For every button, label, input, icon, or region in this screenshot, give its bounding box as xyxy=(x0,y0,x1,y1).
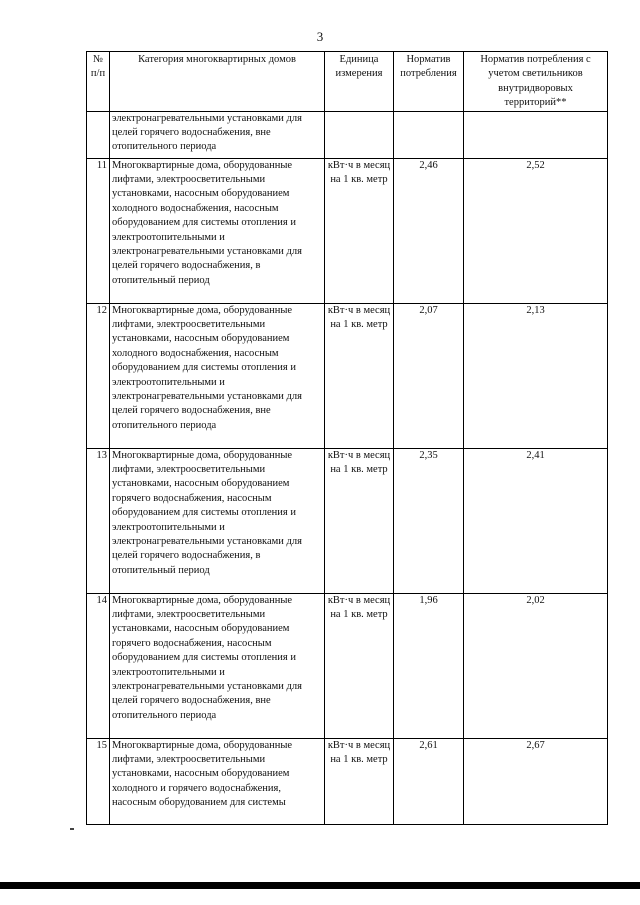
table-row xyxy=(87,448,608,593)
norms-table xyxy=(86,51,608,825)
row-category: Многоквартирные дома, оборудованные лифтами, электроосветительными установками, насосным оборудованием холодного водоснабжения, насосным оборудованием для системы отопления и электроотопительными и электронагревательными установками для целей горячего водоснабжения, в отопительный период xyxy=(110,158,325,303)
row-unit: кВт·ч в месяц на 1 кв. метр xyxy=(325,158,394,303)
row-norm-lights: 2,02 xyxy=(464,593,608,738)
scan-edge-bar xyxy=(0,882,640,889)
continuation-norm-lights xyxy=(464,111,608,158)
row-unit: кВт·ч в месяц на 1 кв. метр xyxy=(325,448,394,593)
row-norm-lights: 2,41 xyxy=(464,448,608,593)
continuation-category: электронагревательными установками для целей горячего водоснабжения, вне отопительного периода xyxy=(110,111,325,158)
row-norm: 2,07 xyxy=(394,303,464,448)
row-unit: кВт·ч в месяц на 1 кв. метр xyxy=(325,303,394,448)
continuation-num xyxy=(87,111,110,158)
row-norm: 2,35 xyxy=(394,448,464,593)
table-row xyxy=(87,738,608,824)
header-norm: Норматив потребления xyxy=(394,52,464,112)
row-num: 13 xyxy=(87,448,110,593)
header-unit: Единица измерения xyxy=(325,52,394,112)
header-category: Категория многоквартирных домов xyxy=(110,52,325,112)
row-category: Многоквартирные дома, оборудованные лифтами, электроосветительными установками, насосным оборудованием горячего водоснабжения, насосным оборудованием для системы отопления и электроотопительными и электронагревательными установками для целей горячего водоснабжения, вне отопительного периода xyxy=(110,593,325,738)
row-norm: 2,61 xyxy=(394,738,464,824)
row-norm: 1,96 xyxy=(394,593,464,738)
row-unit: кВт·ч в месяц на 1 кв. метр xyxy=(325,593,394,738)
row-num: 15 xyxy=(87,738,110,824)
table-row xyxy=(87,593,608,738)
table-row xyxy=(87,158,608,303)
row-norm-lights: 2,13 xyxy=(464,303,608,448)
header-num: № п/п xyxy=(87,52,110,112)
row-norm-lights: 2,52 xyxy=(464,158,608,303)
row-category: Многоквартирные дома, оборудованные лифтами, электроосветительными установками, насосным оборудованием холодного и горячего водоснабжения, насосным оборудованием для системы xyxy=(110,738,325,824)
continuation-norm xyxy=(394,111,464,158)
continuation-unit xyxy=(325,111,394,158)
row-num: 14 xyxy=(87,593,110,738)
row-norm: 2,46 xyxy=(394,158,464,303)
header-norm-lights: Норматив потребления с учетом светильников внутридворовых территорий** xyxy=(464,52,608,112)
row-unit: кВт·ч в месяц на 1 кв. метр xyxy=(325,738,394,824)
header-row xyxy=(87,52,608,112)
row-num: 11 xyxy=(87,158,110,303)
row-norm-lights: 2,67 xyxy=(464,738,608,824)
scan-artifact xyxy=(70,828,74,830)
continuation-row xyxy=(87,111,608,158)
row-category: Многоквартирные дома, оборудованные лифтами, электроосветительными установками, насосным оборудованием горячего водоснабжения, насосным оборудованием для системы отопления и электроотопительными и электронагревательными установками для целей горячего водоснабжения, в отопительный период xyxy=(110,448,325,593)
page-number: 3 xyxy=(316,29,324,44)
row-category: Многоквартирные дома, оборудованные лифтами, электроосветительными установками, насосным оборудованием холодного водоснабжения, насосным оборудованием для системы отопления и электроотопительными и электронагревательными установками для целей горячего водоснабжения, вне отопительного периода xyxy=(110,303,325,448)
table-row xyxy=(87,303,608,448)
row-num: 12 xyxy=(87,303,110,448)
